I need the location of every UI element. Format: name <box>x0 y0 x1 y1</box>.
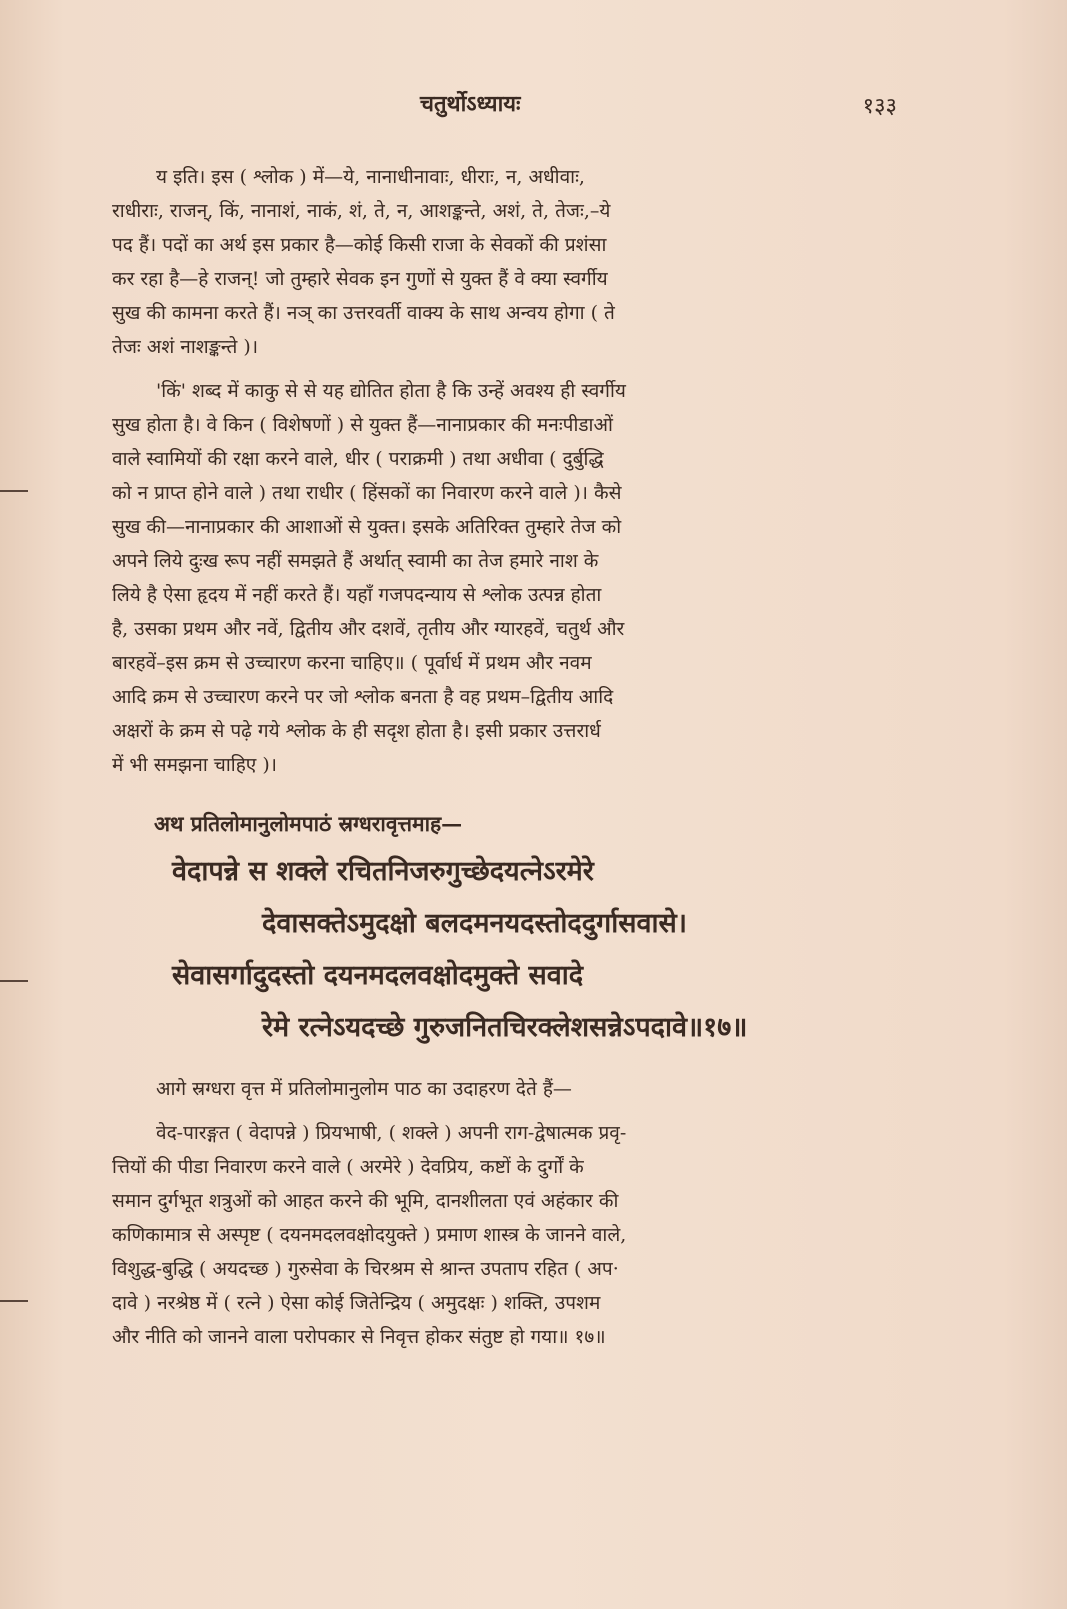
text-line: आदि क्रम से उच्चारण करने पर जो श्लोक बनता है वह प्रथम–द्वितीय आदि <box>112 686 614 708</box>
text-line: राधीराः, राजन्, किं, नानाशं, नाकं, शं, ते, न, आशङ्कन्ते, अशं, ते, तेजः,–ये <box>112 200 611 222</box>
text-line: पद हैं। पदों का अर्थ इस प्रकार है—कोई किसी राजा के सेवकों की प्रशंसा <box>112 234 607 256</box>
page-number: १३३ <box>862 94 897 119</box>
verse-line: देवासक्तेऽमुदक्षो बलदमनयदस्तोददुर्गासवासे। <box>262 908 687 939</box>
text-line: में भी समझना चाहिए )। <box>112 754 277 776</box>
verse-line: सेवासर्गादुदस्तो दयनमदलवक्षोदमुक्ते सवादे <box>172 960 584 991</box>
sanskrit-verse <box>112 846 892 1054</box>
text-line: अक्षरों के क्रम से पढ़े गये श्लोक के ही सदृश होता है। इसी प्रकार उत्तरार्ध <box>112 720 601 742</box>
chapter-title: चतुर्थोऽध्यायः <box>420 91 521 117</box>
text-line: सुख की—नानाप्रकार की आशाओं से युक्त। इसके अतिरिक्त तुम्हारे तेज को <box>112 516 622 538</box>
commentary-paragraph-4 <box>112 1116 892 1354</box>
text-line: कर रहा है—हे राजन्! जो तुम्हारे सेवक इन गुणों से युक्त हैं वे क्या स्वर्गीय <box>112 268 608 290</box>
verse-line: वेदापन्ने स शक्ले रचितनिजरुगुच्छेदयत्नेऽरमेरे <box>172 856 594 887</box>
text-line: दावे ) नरश्रेष्ठ में ( रत्ने ) ऐसा कोई जितेन्द्रिय ( अमुदक्षः ) शक्ति, उपशम <box>112 1292 601 1314</box>
text-line: को न प्राप्त होने वाले ) तथा राधीर ( हिंसकों का निवारण करने वाले )। कैसे <box>112 482 622 504</box>
text-line: सुख की कामना करते हैं। नञ् का उत्तरवर्ती वाक्य के साथ अन्वय होगा ( ते <box>112 302 615 324</box>
binding-thread-mark <box>0 490 28 492</box>
verse-introduction: अथ प्रतिलोमानुलोमपाठं स्रग्धरावृत्तमाह— <box>154 811 463 836</box>
text-line: त्तियों की पीडा निवारण करने वाले ( अरमेरे ) देवप्रिय, कष्टों के दुर्गों के <box>112 1156 584 1178</box>
text-line: तेजः अशं नाशङ्कन्ते )। <box>112 336 259 358</box>
text-line: सुख होता है। वे किन ( विशेषणों ) से युक्त हैं—नानाप्रकार की मनःपीडाओं <box>112 414 613 436</box>
commentary-paragraph-2 <box>112 374 892 782</box>
binding-thread-mark <box>0 980 28 982</box>
verse-line: रेमे रत्नेऽयदच्छे गुरुजनितचिरक्लेशसन्नेऽपदावे॥१७॥ <box>262 1012 748 1043</box>
commentary-paragraph-1 <box>112 160 892 364</box>
text-line: य इति। इस ( श्लोक ) में—ये, नानाधीनावाः, धीराः, न, अधीवाः, <box>156 166 585 188</box>
text-line: वाले स्वामियों की रक्षा करने वाले, धीर ( पराक्रमी ) तथा अधीवा ( दुर्बुद्धि <box>112 448 604 470</box>
commentary-paragraph-3 <box>112 1072 892 1106</box>
text-line: और नीति को जानने वाला परोपकार से निवृत्त होकर संतुष्ट हो गया॥ १७॥ <box>112 1326 606 1348</box>
text-line: 'किं' शब्द में काकु से से यह द्योतित होता है कि उन्हें अवश्य ही स्वर्गीय <box>156 380 626 402</box>
page-header <box>0 88 1067 128</box>
text-line: विशुद्ध-बुद्धि ( अयदच्छ ) गुरुसेवा के चिरश्रम से श्रान्त उपताप रहित ( अप· <box>112 1258 619 1280</box>
text-line: वेद-पारङ्गत ( वेदापन्ने ) प्रियभाषी, ( शक्ले ) अपनी राग-द्वेषात्मक प्रवृ- <box>156 1122 627 1144</box>
text-line: है, उसका प्रथम और नवें, द्वितीय और दशवें, तृतीय और ग्यारहवें, चतुर्थ और <box>112 618 625 640</box>
text-line: अपने लिये दुःख रूप नहीं समझते हैं अर्थात् स्वामी का तेज हमारे नाश के <box>112 550 599 572</box>
text-line: आगे स्रग्धरा वृत्त में प्रतिलोमानुलोम पाठ का उदाहरण देते हैं— <box>156 1078 572 1100</box>
page-content <box>112 160 892 1364</box>
text-line: कणिकामात्र से अस्पृष्ट ( दयनमदलवक्षोदयुक्ते ) प्रमाण शास्त्र के जानने वाले, <box>112 1224 627 1246</box>
text-line: लिये है ऐसा हृदय में नहीं करते हैं। यहाँ गजपदन्याय से श्लोक उत्पन्न होता <box>112 584 602 606</box>
text-line: बारहवें–इस क्रम से उच्चारण करना चाहिए॥ ( पूर्वार्ध में प्रथम और नवम <box>112 652 592 674</box>
binding-thread-mark <box>0 1300 28 1302</box>
text-line: समान दुर्गभूत शत्रुओं को आहत करने की भूमि, दानशीलता एवं अहंकार की <box>112 1190 619 1212</box>
